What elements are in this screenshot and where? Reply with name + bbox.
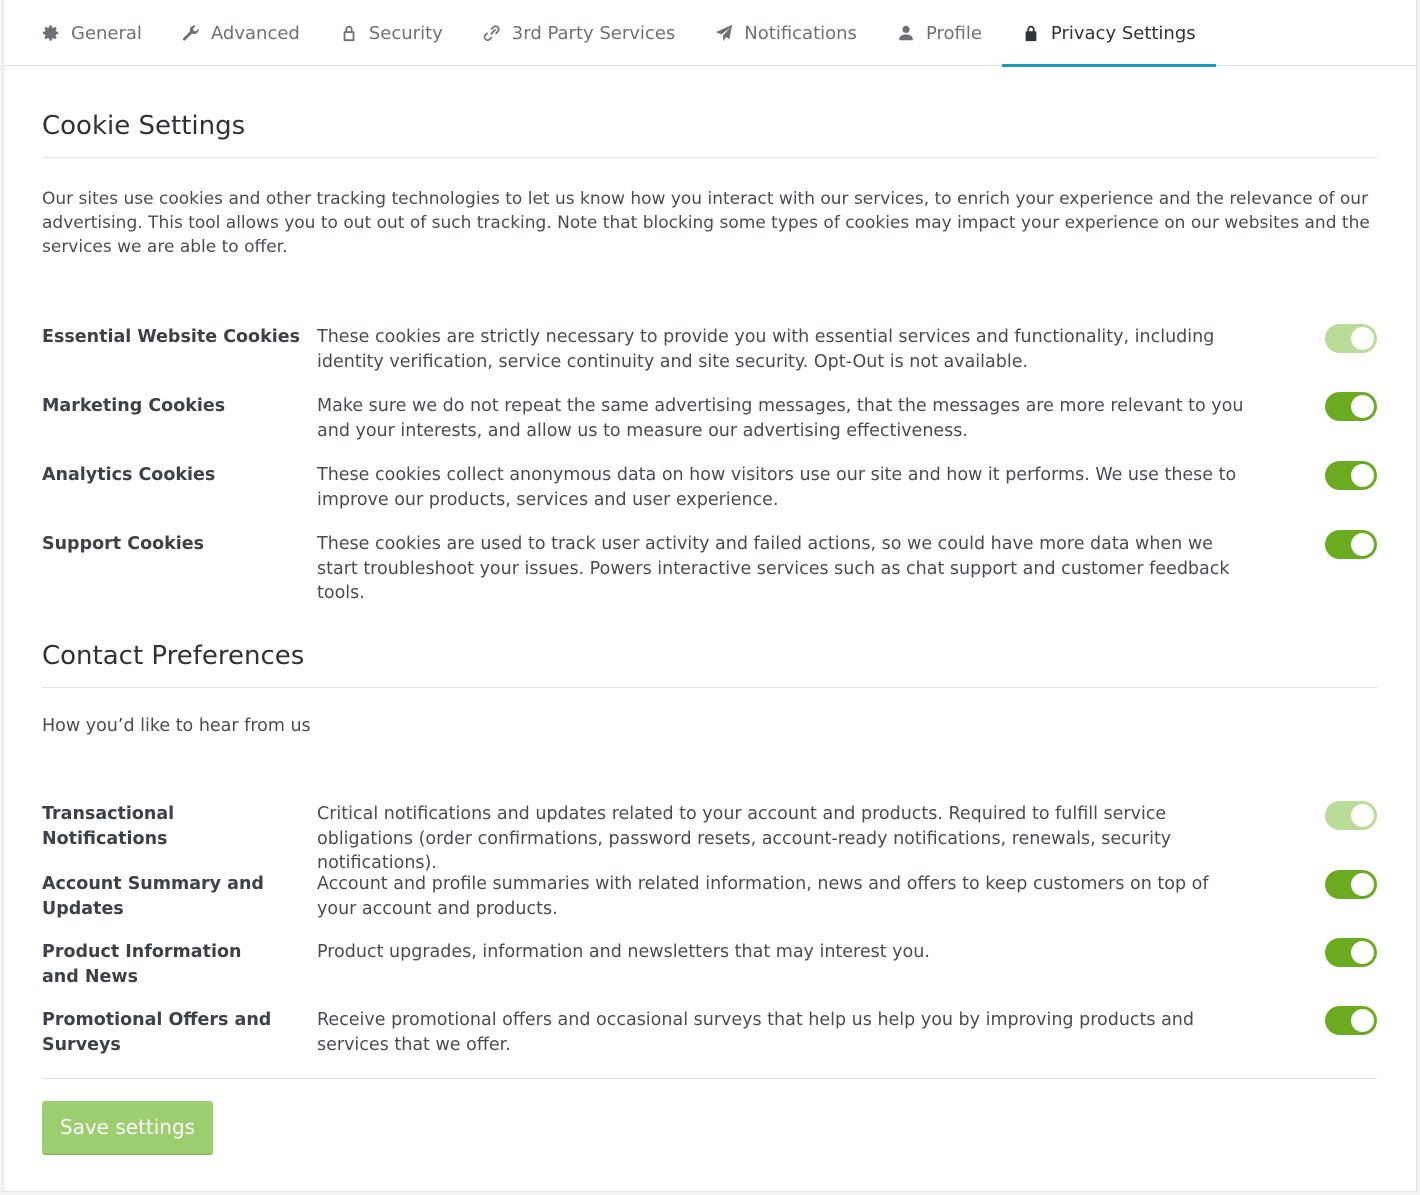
tab-label: 3rd Party Services: [511, 22, 676, 44]
lock-icon: [340, 24, 358, 42]
settings-panel: [3, 0, 1417, 1192]
transactional-notifications-toggle[interactable]: [1325, 801, 1377, 830]
section-title: Cookie Settings: [42, 66, 1377, 158]
tab-label: Security: [368, 22, 443, 44]
contact-row-product-information: [42, 940, 1377, 1008]
row-description: Product upgrades, information and newsletters that may interest you.: [317, 942, 930, 962]
row-label: Promotional Offers and Surveys: [42, 1010, 272, 1055]
toggle-knob: [1351, 395, 1374, 418]
product-information-toggle[interactable]: [1325, 938, 1377, 967]
tab-notifications[interactable]: [695, 0, 877, 66]
tab-security[interactable]: [320, 0, 463, 66]
tab-label: Profile: [925, 22, 982, 44]
user-icon: [897, 24, 915, 42]
link-icon: [483, 24, 501, 42]
row-description: These cookies collect anonymous data on how visitors use our site and how it performs. We use these to improve our products, services and user experience.: [317, 465, 1237, 510]
tab-general[interactable]: [22, 0, 162, 66]
section-title: Contact Preferences: [42, 596, 1377, 688]
tab-label: General: [71, 22, 142, 44]
cookie-settings-section: [42, 66, 1377, 601]
row-description: Critical notifications and updates related to your account and products. Required to fulfill service obligations (order confirmations, password resets, account-ready notifications, renewals, security notifications).: [317, 804, 1172, 873]
row-label: Support Cookies: [42, 534, 205, 554]
save-settings-button[interactable]: Save settings: [42, 1101, 213, 1155]
toggle-knob: [1351, 327, 1374, 350]
cookie-row-analytics: [42, 463, 1377, 532]
support-cookies-toggle[interactable]: [1325, 530, 1377, 559]
tab-profile[interactable]: [877, 0, 1002, 66]
gear-icon: [42, 24, 60, 42]
row-label: Analytics Cookies: [42, 465, 216, 485]
cookie-row-essential: [42, 325, 1377, 394]
tab-privacy-settings[interactable]: [1002, 0, 1216, 66]
promotional-offers-toggle[interactable]: [1325, 1006, 1377, 1035]
row-label: Transactional Notifications: [42, 804, 175, 849]
account-summary-toggle[interactable]: [1325, 870, 1377, 899]
lock-icon: [1022, 24, 1040, 42]
row-description: These cookies are strictly necessary to provide you with essential services and functionality, including identity verification, service continuity and site security. Opt-Out is not available.: [317, 327, 1215, 372]
row-description: These cookies are used to track user activity and failed actions, so we could have more data when we start troubleshoot your issues. Powers interactive services such as chat support and customer feedback tools.: [317, 534, 1230, 603]
cookie-list: [42, 325, 1377, 601]
cookie-row-marketing: [42, 394, 1377, 463]
row-label: Essential Website Cookies: [42, 327, 301, 347]
row-description: Make sure we do not repeat the same advertising messages, that the messages are more relevant to you and your interests, and allow us to measure our advertising effectiveness.: [317, 396, 1244, 441]
contact-row-transactional: [42, 802, 1377, 872]
row-label: Account Summary and Updates: [42, 874, 264, 919]
toggle-knob: [1351, 873, 1374, 896]
contact-preferences-section: [42, 596, 1377, 1058]
toggle-knob: [1351, 941, 1374, 964]
analytics-cookies-toggle[interactable]: [1325, 461, 1377, 490]
footer-divider: [42, 1078, 1377, 1079]
tab-label: Notifications: [744, 22, 857, 44]
row-description: Account and profile summaries with related information, news and offers to keep customers on top of your account and products.: [317, 874, 1209, 919]
cookie-row-support: [42, 532, 1377, 601]
paper-plane-icon: [715, 24, 733, 42]
privacy-settings-content: [42, 66, 1377, 1155]
wrench-icon: [182, 24, 200, 42]
row-label: Product Information and News: [42, 942, 242, 987]
tab-3rd-party-services[interactable]: [463, 0, 696, 66]
marketing-cookies-toggle[interactable]: [1325, 392, 1377, 421]
toggle-knob: [1351, 1009, 1374, 1032]
toggle-knob: [1351, 533, 1374, 556]
essential-cookies-toggle[interactable]: [1325, 324, 1377, 353]
row-description: Receive promotional offers and occasional surveys that help us help you by improving products and services that we offer.: [317, 1010, 1195, 1055]
tab-advanced[interactable]: [162, 0, 320, 66]
settings-tabs: [4, 0, 1416, 66]
toggle-knob: [1351, 464, 1374, 487]
contact-subtitle: How you’d like to hear from us: [42, 716, 311, 736]
tab-label: Privacy Settings: [1050, 22, 1196, 44]
contact-row-account-summary: [42, 872, 1377, 940]
contact-list: [42, 802, 1377, 1058]
toggle-knob: [1351, 804, 1374, 827]
row-label: Marketing Cookies: [42, 396, 226, 416]
cookie-intro-text: Our sites use cookies and other tracking technologies to let us know how you interact with our services, to enrich your experience and the relevance of our advertising. This tool allows you to out out of such tracking. Note that blocking some types of cookies may impact your experience on our websites and the services we are able to offer.: [42, 189, 1370, 257]
contact-row-promotional-offers: [42, 1008, 1377, 1058]
tab-label: Advanced: [210, 22, 300, 44]
